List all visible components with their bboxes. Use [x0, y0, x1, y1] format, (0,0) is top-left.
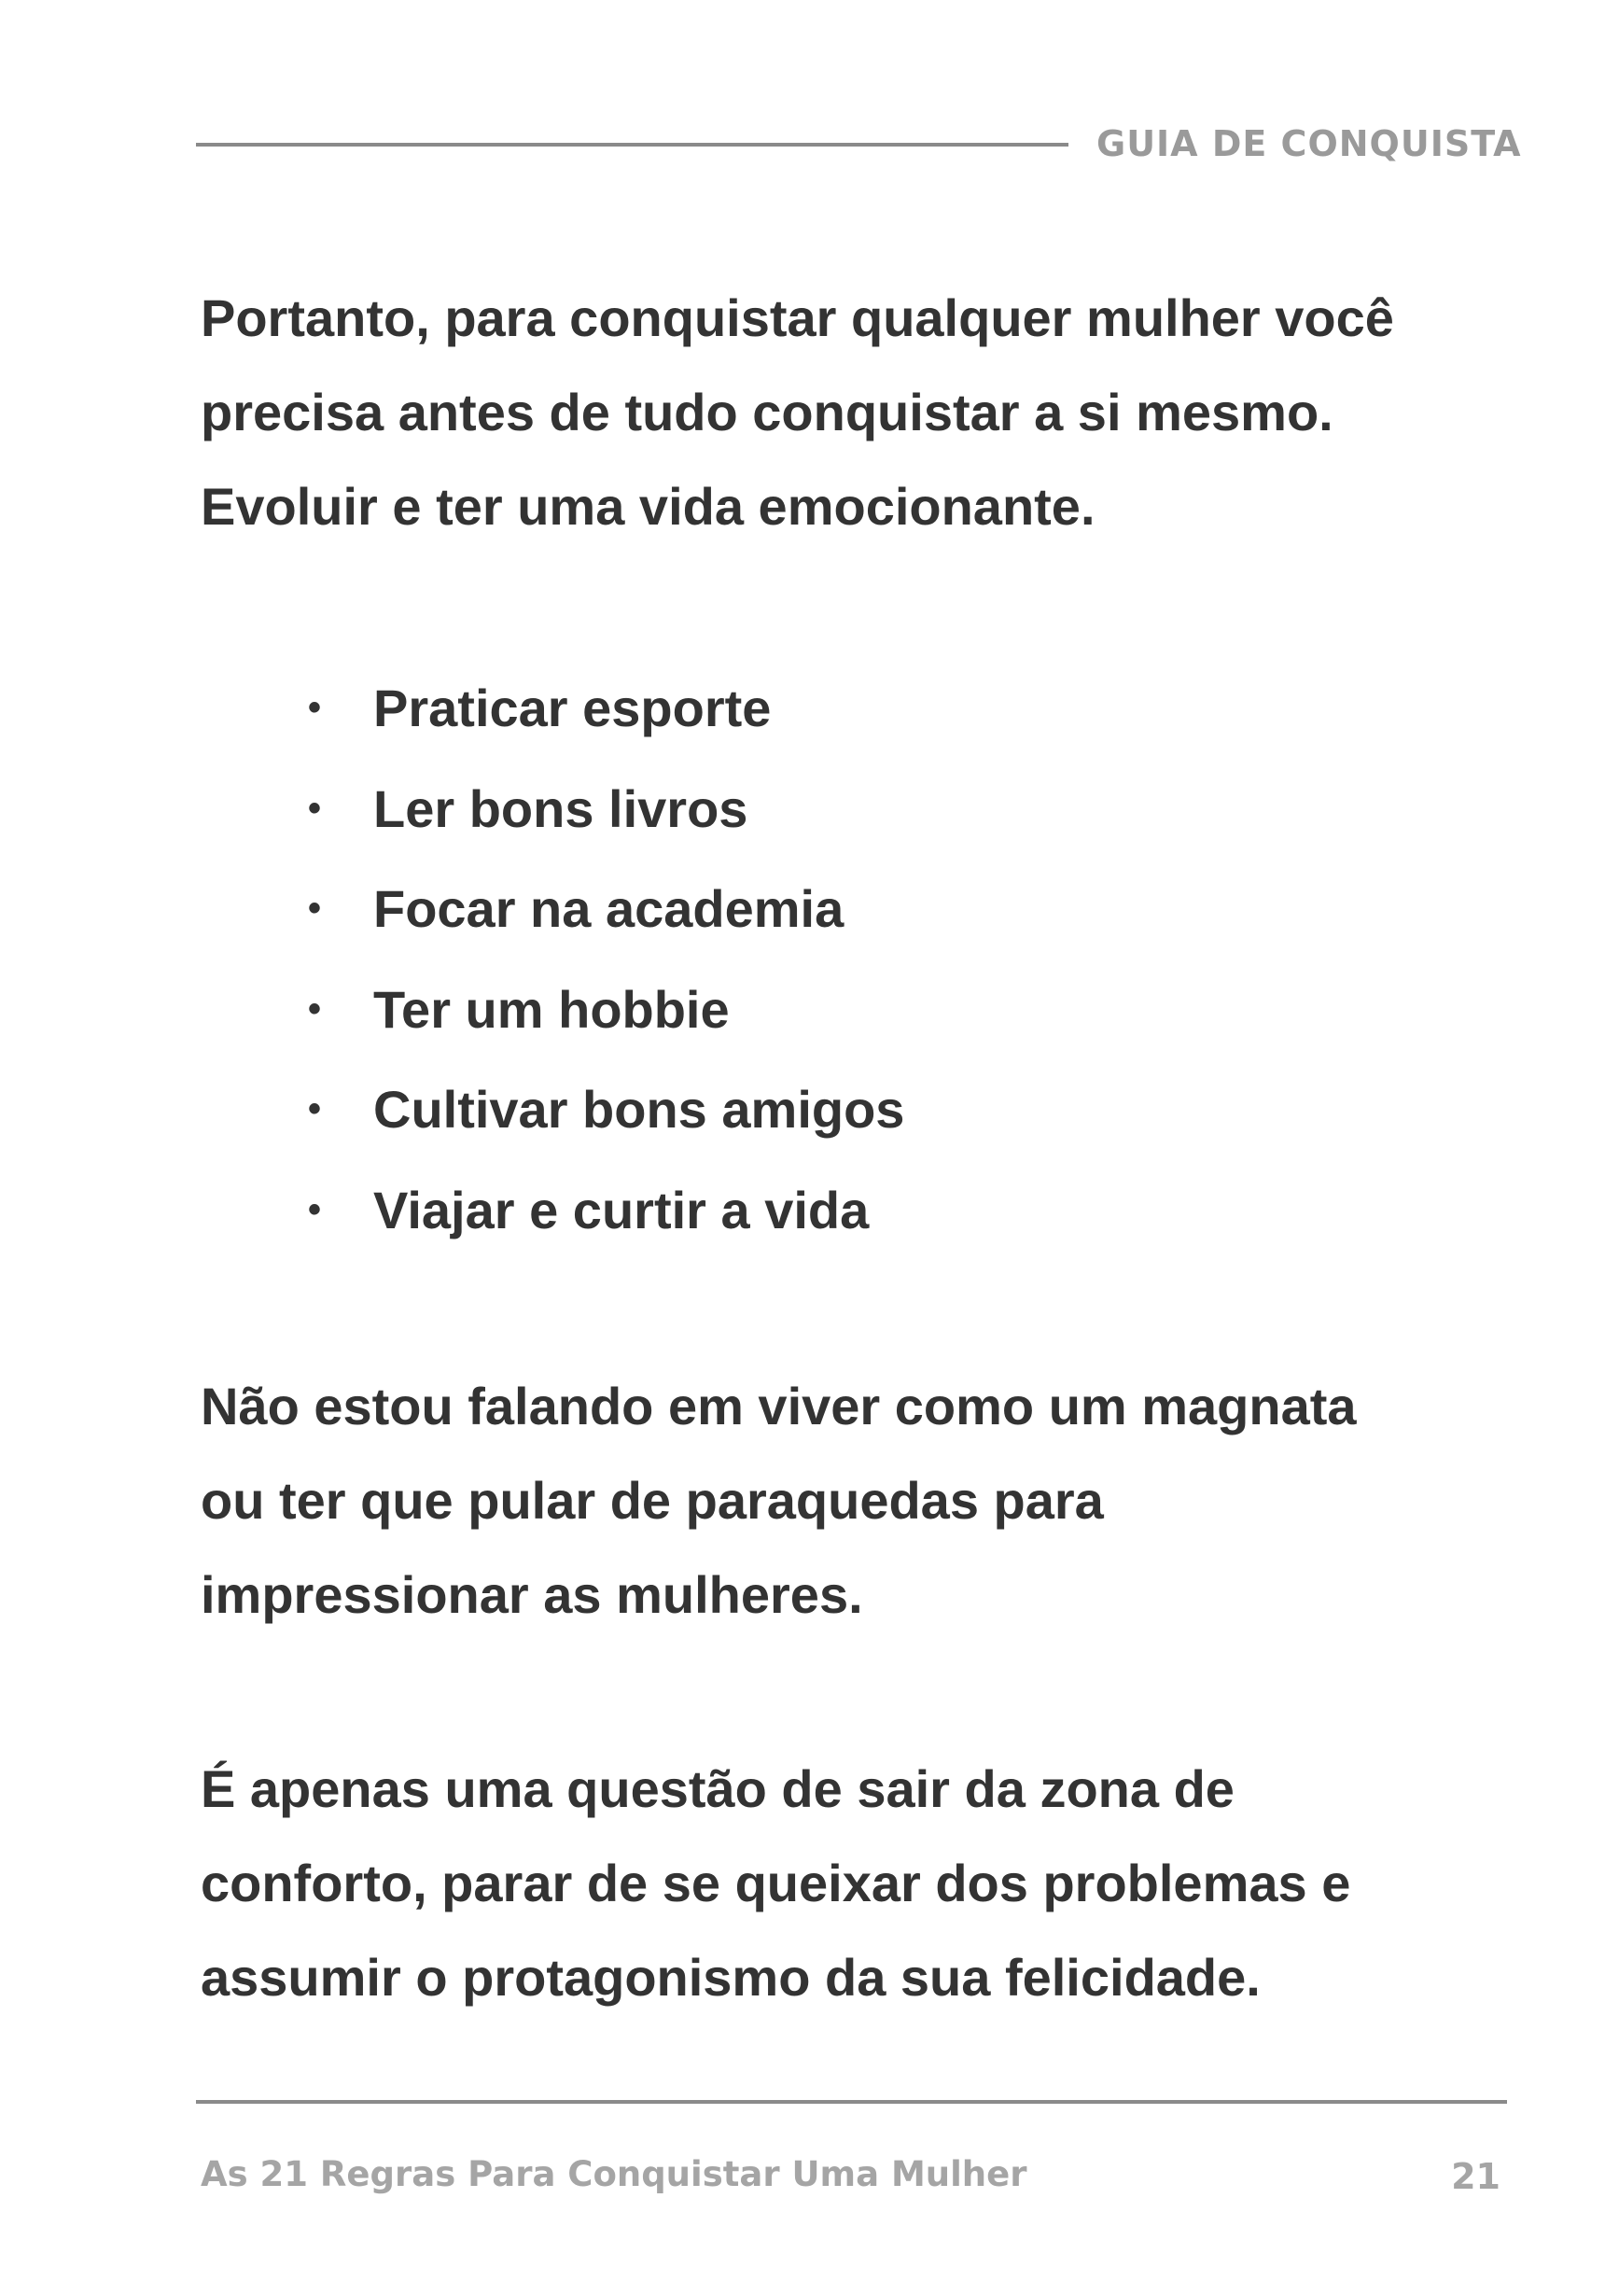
bullet-text: Praticar esporte: [373, 679, 772, 737]
bullet-item: [308, 859, 904, 959]
paragraph-line: Portanto, para conquistar qualquer mulher você: [201, 288, 1394, 347]
paragraph-line: precisa antes de tudo conquistar a si mesmo.: [201, 383, 1333, 441]
bullet-icon: •: [308, 987, 322, 1029]
paragraph-line: Evoluir e ter uma vida emocionante.: [201, 477, 1096, 536]
bullet-icon: •: [308, 1088, 322, 1129]
bullet-text: Ler bons livros: [373, 778, 748, 838]
bullet-list: [308, 658, 904, 1260]
running-header: GUIA DE CONQUISTA: [1096, 123, 1522, 164]
bullet-text: Cultivar bons amigos: [373, 1080, 905, 1139]
header-divider: [196, 143, 1068, 147]
footer-book-title: As 21 Regras Para Conquistar Uma Mulher: [201, 2154, 1027, 2194]
page-number: 21: [1451, 2156, 1500, 2197]
bullet-item: [308, 1059, 904, 1160]
bullet-item: [308, 759, 904, 860]
bullet-item: [308, 959, 904, 1060]
bullet-icon: •: [308, 888, 322, 929]
bullet-item: [308, 658, 904, 759]
bullet-item: [308, 1160, 904, 1261]
paragraph-line: conforto, parar de se queixar dos problemas e: [201, 1854, 1351, 1912]
paragraph-line: impressionar as mulheres.: [201, 1565, 863, 1624]
bullet-text: Viajar e curtir a vida: [373, 1180, 870, 1239]
paragraph-line: ou ter que pular de paraquedas para: [201, 1471, 1104, 1530]
paragraph-line: É apenas uma questão de sair da zona de: [201, 1759, 1235, 1818]
bullet-icon: •: [308, 787, 322, 829]
bullet-icon: •: [308, 1188, 322, 1230]
bullet-text: Focar na academia: [373, 879, 844, 938]
bullet-text: Ter um hobbie: [373, 979, 730, 1039]
paragraph-clarification: [201, 1359, 1507, 1642]
bullet-icon: •: [308, 687, 322, 728]
paragraph-line: Não estou falando em viver como um magnata: [201, 1377, 1357, 1435]
footer-divider: [196, 2100, 1507, 2104]
paragraph-intro: [201, 271, 1507, 553]
paragraph-line: assumir o protagonismo da sua felicidade.: [201, 1948, 1261, 2007]
paragraph-conclusion: [201, 1742, 1507, 2024]
